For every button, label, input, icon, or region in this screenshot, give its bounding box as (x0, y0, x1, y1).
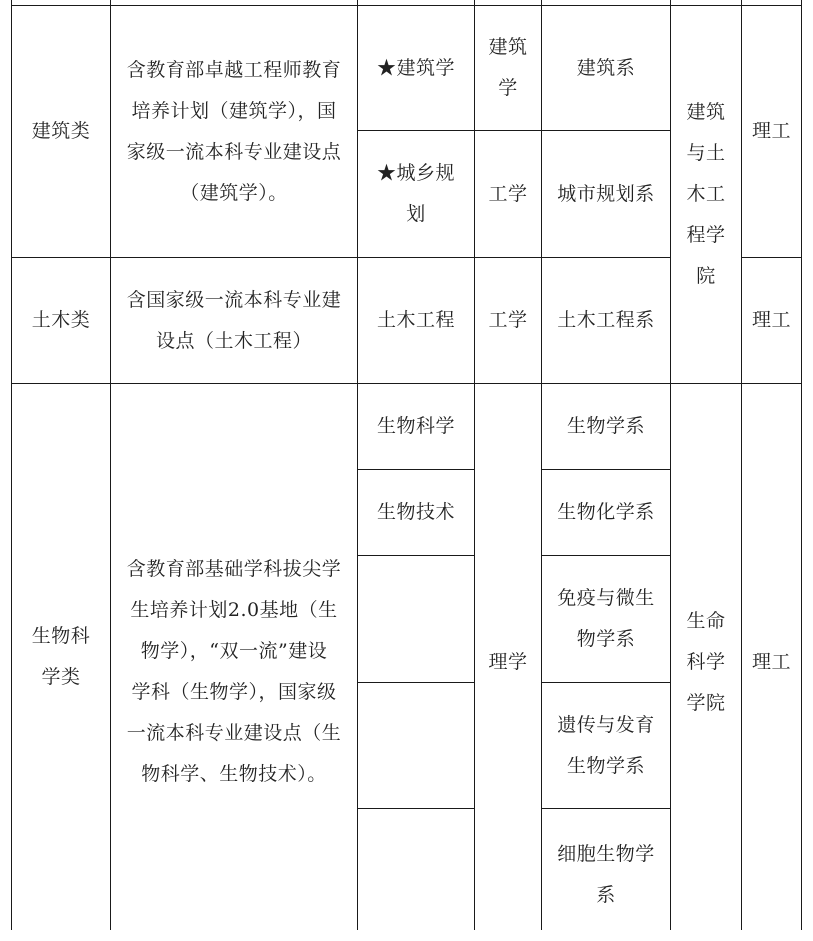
track-cell-biology: 理工 (751, 651, 791, 673)
category-cell-biology: 生物科 学类 (31, 625, 91, 688)
category-cell-civil: 土木类 (31, 309, 91, 331)
major-cell-urban-planning: ★城乡规 划 (376, 162, 455, 225)
track-cell-architecture: 理工 (751, 120, 791, 142)
department-cell-cell-biology: 细胞生物学 系 (557, 842, 655, 906)
discipline-cell-biology: 理学 (488, 651, 528, 673)
department-cell-biology: 生物学系 (566, 415, 645, 437)
empty-major-cell (358, 556, 474, 682)
track-cell-civil: 理工 (751, 309, 791, 331)
note-cell-biology: 含教育部基础学科拔尖学 生培养计划2.0基地（生 物学），“双一流”建设 学科（生物学），国家级 一流本科专业建设点（生 物科学、生物技术）。 (126, 558, 342, 785)
discipline-cell-civil: 工学 (488, 309, 528, 331)
department-cell-immunology: 免疫与微生 物学系 (557, 587, 655, 650)
discipline-cell-architecture: 建筑 学 (488, 36, 528, 99)
empty-major-cell (358, 809, 474, 930)
major-cell-biological-science: 生物科学 (376, 415, 455, 437)
note-cell-civil: 含国家级一流本科专业建 设点（土木工程） (126, 288, 342, 352)
category-cell-architecture: 建筑类 (31, 120, 91, 142)
grid-line (801, 0, 802, 930)
empty-major-cell (358, 683, 474, 808)
note-cell-architecture: 含教育部卓越工程师教育 培养计划（建筑学），国 家级一流本科专业建设点 （建筑学）。 (126, 58, 342, 204)
discipline-cell-urban-planning: 工学 (488, 182, 528, 205)
major-cell-biotechnology: 生物技术 (376, 501, 455, 523)
major-cell-architecture: ★建筑学 (376, 56, 455, 79)
major-cell-civil: 土木工程 (376, 309, 455, 331)
college-cell-life-sciences: 生命 科学 学院 (686, 610, 726, 714)
department-cell-architecture: 建筑系 (576, 56, 636, 79)
department-cell-biochemistry: 生物化学系 (557, 501, 655, 523)
department-cell-urban-planning: 城市规划系 (557, 182, 655, 205)
college-cell-architecture-civil: 建筑 与土 木工 程学 院 (686, 101, 726, 287)
department-cell-civil: 土木工程系 (557, 309, 655, 331)
department-cell-genetics: 遗传与发育 生物学系 (557, 713, 655, 777)
